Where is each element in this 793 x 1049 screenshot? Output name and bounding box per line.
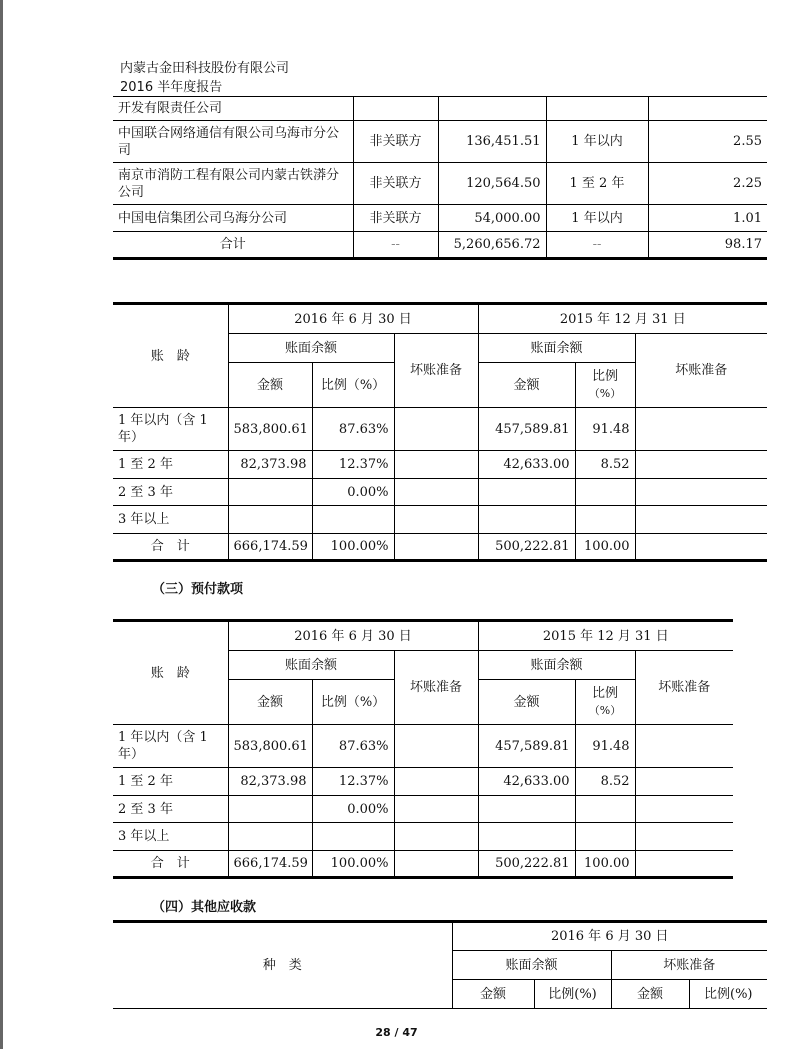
period2-header: 2015 年 12 月 31 日 <box>478 621 733 651</box>
cell-ratio: 12.37% <box>312 451 394 479</box>
cell-bad-debt <box>635 479 767 506</box>
bad-debt-header: 坏账准备 <box>635 651 733 725</box>
cell-ratio: 98.17 <box>648 232 767 259</box>
ratio-line2: （%） <box>588 704 622 717</box>
total-row <box>113 534 767 561</box>
cell-ratio: 91.48 <box>575 725 635 768</box>
aging-table-1 <box>113 302 767 562</box>
cell-ratio: 100.00% <box>312 851 394 878</box>
cell-name: 开发有限责任公司 <box>113 97 353 121</box>
period2-header: 2015 年 12 月 31 日 <box>478 304 767 334</box>
cell-bad-debt <box>635 823 733 851</box>
cell-amount: 82,373.98 <box>228 768 312 796</box>
cell-bad-debt <box>394 725 478 768</box>
col-age-header: 账 龄 <box>113 621 228 725</box>
cell-amount <box>478 823 575 851</box>
cell-relation: -- <box>353 232 438 259</box>
cell-age: 3 年以上 <box>113 823 228 851</box>
cell-ratio <box>312 506 394 534</box>
total-row <box>113 232 767 259</box>
cell-bad-debt <box>394 796 478 823</box>
header-company: 内蒙古金田科技股份有限公司 <box>120 61 290 76</box>
cell-amount: 666,174.59 <box>228 534 312 561</box>
ratio-line1: 比例 <box>592 369 619 384</box>
cell-ratio: 100.00 <box>575 534 635 561</box>
section-3-title: （三）预付款项 <box>152 582 244 597</box>
table-row <box>113 725 733 768</box>
table-row <box>113 823 733 851</box>
cell-amount: 457,589.81 <box>478 408 575 451</box>
cell-bad-debt <box>394 534 478 561</box>
cell-age: 1 至 2 年 <box>546 163 648 205</box>
cell-bad-debt <box>635 725 733 768</box>
cell-ratio: 0.00% <box>312 796 394 823</box>
cell-bad-debt <box>635 796 733 823</box>
table-row <box>113 121 767 163</box>
cell-amount <box>478 506 575 534</box>
cell-age: 2 至 3 年 <box>113 479 228 506</box>
ratio-header <box>575 363 635 408</box>
cell-ratio <box>575 796 635 823</box>
cell-name: 中国电信集团公司乌海分公司 <box>113 205 353 232</box>
period1-header: 2016 年 6 月 30 日 <box>228 304 478 334</box>
col-age-header: 账 龄 <box>113 304 228 408</box>
cell-ratio: 8.52 <box>575 768 635 796</box>
table-row <box>113 163 767 205</box>
ratio-header: 比例(%) <box>689 980 767 1009</box>
cell-amount: 500,222.81 <box>478 851 575 878</box>
amount-header: 金额 <box>228 363 312 408</box>
cell-amount <box>478 796 575 823</box>
cell-amount: 136,451.51 <box>438 121 546 163</box>
cell-bad-debt <box>394 768 478 796</box>
cell-ratio: 87.63% <box>312 725 394 768</box>
cell-bad-debt <box>635 534 767 561</box>
cell-bad-debt <box>394 851 478 878</box>
book-balance-header: 账面余额 <box>228 651 394 680</box>
cell-amount <box>438 97 546 121</box>
cell-age: -- <box>546 232 648 259</box>
cell-amount: 82,373.98 <box>228 451 312 479</box>
cell-amount <box>228 796 312 823</box>
cell-ratio <box>575 479 635 506</box>
bad-debt-header: 坏账准备 <box>394 334 478 408</box>
cell-age: 1 年以内 <box>546 205 648 232</box>
cell-name: 南京市消防工程有限公司内蒙古铁漭分公司 <box>113 163 353 205</box>
header-report: 2016 半年度报告 <box>120 80 223 95</box>
cell-ratio: 100.00% <box>312 534 394 561</box>
total-row <box>113 851 733 878</box>
cell-bad-debt <box>394 506 478 534</box>
ratio-line1: 比例 <box>592 686 619 701</box>
cell-ratio: 0.00% <box>312 479 394 506</box>
cell-relation: 非关联方 <box>353 121 438 163</box>
cell-ratio: 100.00 <box>575 851 635 878</box>
ratio-line2: （%） <box>588 387 622 400</box>
cell-bad-debt <box>394 451 478 479</box>
cell-bad-debt <box>635 506 767 534</box>
cell-amount: 457,589.81 <box>478 725 575 768</box>
table-row <box>113 97 767 121</box>
bad-debt-header: 坏账准备 <box>635 334 767 408</box>
cell-relation: 非关联方 <box>353 163 438 205</box>
cell-bad-debt <box>394 408 478 451</box>
table-row <box>113 408 767 451</box>
ratio-header <box>575 680 635 725</box>
cell-ratio: 87.63% <box>312 408 394 451</box>
cell-relation <box>353 97 438 121</box>
amount-header: 金额 <box>478 680 575 725</box>
cell-relation: 非关联方 <box>353 205 438 232</box>
cell-total-label: 合计 <box>113 232 353 259</box>
cell-bad-debt <box>635 768 733 796</box>
cell-bad-debt <box>635 408 767 451</box>
cell-ratio: 2.25 <box>648 163 767 205</box>
cell-ratio <box>648 97 767 121</box>
cell-ratio: 12.37% <box>312 768 394 796</box>
cell-bad-debt <box>635 851 733 878</box>
table-row <box>113 796 733 823</box>
cell-ratio <box>575 823 635 851</box>
period-header: 2016 年 6 月 30 日 <box>452 922 767 951</box>
amount-header: 金额 <box>478 363 575 408</box>
page-left-border <box>0 0 3 1049</box>
book-balance-header: 账面余额 <box>478 334 635 363</box>
cell-ratio <box>575 506 635 534</box>
cell-amount: 42,633.00 <box>478 768 575 796</box>
cell-age <box>546 97 648 121</box>
amount-header: 金额 <box>228 680 312 725</box>
cell-amount <box>478 479 575 506</box>
ratio-header: 比例（%） <box>312 680 394 725</box>
cell-total-label: 合 计 <box>113 851 228 878</box>
period1-header: 2016 年 6 月 30 日 <box>228 621 478 651</box>
cell-age: 1 年以内（含 1 年） <box>113 725 228 768</box>
cell-amount: 666,174.59 <box>228 851 312 878</box>
category-header: 种 类 <box>113 922 452 1009</box>
table-row <box>113 479 767 506</box>
cell-age: 1 年以内（含 1 年） <box>113 408 228 451</box>
cell-amount <box>228 506 312 534</box>
cell-amount <box>228 823 312 851</box>
cell-amount: 54,000.00 <box>438 205 546 232</box>
cell-ratio: 91.48 <box>575 408 635 451</box>
book-balance-header: 账面余额 <box>478 651 635 680</box>
table-row <box>113 768 733 796</box>
cell-bad-debt <box>394 823 478 851</box>
bad-debt-header: 坏账准备 <box>611 951 767 980</box>
cell-ratio <box>312 823 394 851</box>
ratio-header: 比例(%) <box>534 980 611 1009</box>
book-balance-header: 账面余额 <box>452 951 611 980</box>
amount-header: 金额 <box>611 980 689 1009</box>
cell-ratio: 2.55 <box>648 121 767 163</box>
cell-ratio: 8.52 <box>575 451 635 479</box>
table-row <box>113 205 767 232</box>
page-number: 28 / 47 <box>375 1026 418 1039</box>
book-balance-header: 账面余额 <box>228 334 394 363</box>
ratio-header: 比例（%） <box>312 363 394 408</box>
bad-debt-header: 坏账准备 <box>394 651 478 725</box>
aging-table-2 <box>113 619 733 879</box>
cell-amount: 120,564.50 <box>438 163 546 205</box>
cell-age: 3 年以上 <box>113 506 228 534</box>
cell-amount <box>228 479 312 506</box>
other-receivables-table <box>113 920 767 1009</box>
cell-amount: 583,800.61 <box>228 725 312 768</box>
cell-amount: 5,260,656.72 <box>438 232 546 259</box>
cell-amount: 583,800.61 <box>228 408 312 451</box>
amount-header: 金额 <box>452 980 534 1009</box>
cell-age: 1 年以内 <box>546 121 648 163</box>
table-row <box>113 451 767 479</box>
cell-age: 1 至 2 年 <box>113 768 228 796</box>
cell-bad-debt <box>635 451 767 479</box>
cell-bad-debt <box>394 479 478 506</box>
section-4-title: （四）其他应收款 <box>152 900 257 915</box>
top-continuation-table <box>113 96 767 260</box>
cell-ratio: 1.01 <box>648 205 767 232</box>
cell-total-label: 合 计 <box>113 534 228 561</box>
table-row <box>113 506 767 534</box>
cell-name: 中国联合网络通信有限公司乌海市分公司 <box>113 121 353 163</box>
cell-amount: 500,222.81 <box>478 534 575 561</box>
cell-age: 1 至 2 年 <box>113 451 228 479</box>
cell-age: 2 至 3 年 <box>113 796 228 823</box>
cell-amount: 42,633.00 <box>478 451 575 479</box>
